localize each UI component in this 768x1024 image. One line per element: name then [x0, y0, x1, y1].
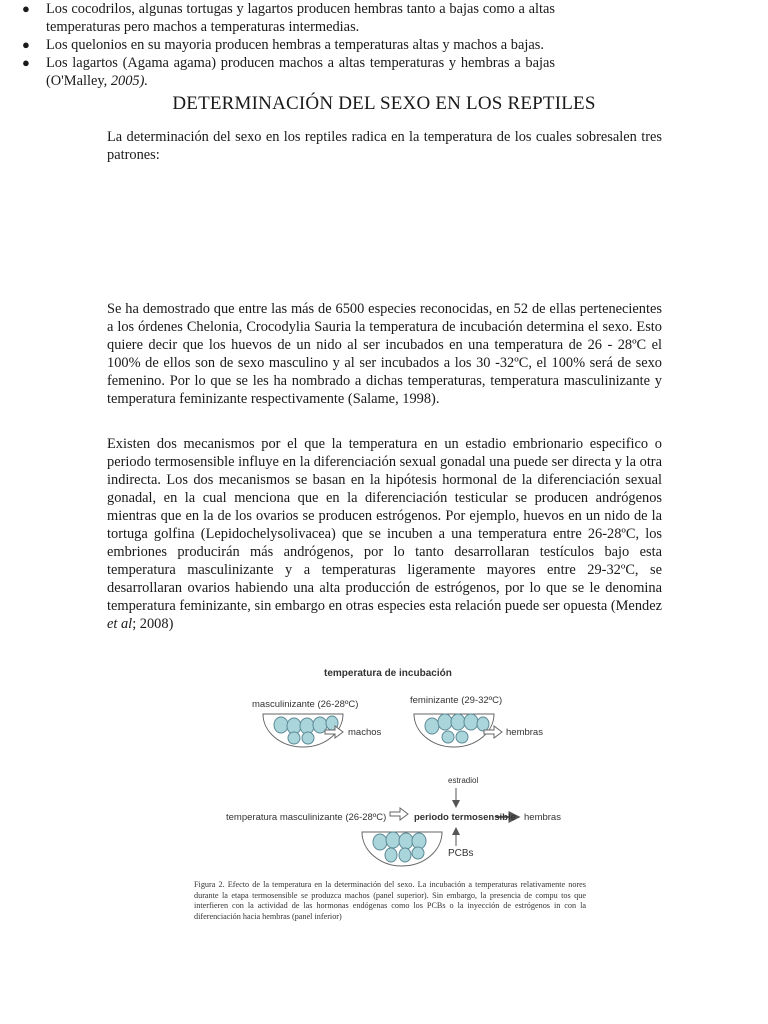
paragraph-3-etal: et al	[107, 616, 133, 632]
page-title: DETERMINACIÓN DEL SEXO EN LOS REPTILES	[172, 93, 596, 114]
list-item	[0, 36, 555, 54]
paragraph-2: Se ha demostrado que entre las más de 6500 especies reconocidas, en 52 de ellas pertenecientes a los órdenes Chelonia, Crocodylia Sauria la temperatura de incubación determina el sexo. Esto quiere decir que los huevos de un nido al ser incubados en una temperatura de 26 - 28ºC el 100% de ellos son de sexo masculino y al ser incubados a los 30 -32ºC, el 100% será de sexo femenino. Por lo que se les ha nombrado a dichas temperaturas, temperatura masculinizante y temperatura feminizante respectivamente (Salame, 1998).	[107, 301, 662, 407]
arrow-icon	[390, 808, 408, 820]
list-item	[0, 54, 555, 90]
egg-bowl-feminizante	[414, 714, 494, 747]
label-temperatura-masculinizante: temperatura masculinizante (26-28ºC)	[226, 812, 387, 823]
paragraph-3-main: Existen dos mecanismos por el que la temperatura en un estadio embrionario especifico o periodo termosensible influye en la diferenciación sexual gonadal una puede ser directa y la otra indirecta. Los dos mecanismos se basan en la hipótesis hormonal de la diferenciación sexual gonadal, en la cual menciona que en la diferenciación testicular se producen andrógenos mientras que en la de los ovarios se producen estrógenos. Por ejemplo, huevos en un nido de la tortuga golfina (Lepidochelysolivacea) que se incuben a una temperatura entre 26-28ºC, los embriones producirán más andrógenos, por lo tanto desarrollaran testículos bajo esta temperatura masculinizante y a temperaturas ligeramente mayores entre 29-32ºC, se desarrollaran ovarios habiendo una alta producción de estrógenos, por lo que se le denomina temperatura feminizante, sin embargo en otras especies esta relación puede ser opuesta (Mendez	[107, 436, 662, 614]
bullet-icon: ●	[22, 37, 30, 52]
bullet-icon: ●	[22, 55, 30, 70]
bullet-list	[0, 0, 555, 90]
figure	[186, 660, 586, 925]
label-feminizante: feminizante (29-32ºC)	[410, 695, 503, 706]
egg-bowl-bottom	[362, 832, 442, 866]
label-periodo-termosensible: periodo termosensible	[414, 812, 516, 823]
bullet-icon: ●	[22, 1, 30, 16]
bullet-year: 2005).	[110, 73, 148, 89]
intro-paragraph: La determinación del sexo en los reptiles radica en la temperatura de los cuales sobresalen tres patrones:	[107, 129, 662, 163]
list-item	[0, 0, 555, 36]
label-estradiol: estradiol	[448, 776, 479, 785]
paragraph-3-end: ; 2008)	[132, 616, 174, 632]
bullet-text: Los lagartos (Agama agama) producen machos a altas temperaturas y hembras a bajas (O'Malley,	[46, 55, 555, 89]
label-hembras: hembras	[506, 727, 543, 738]
label-masculinizante: masculinizante (26-28ºC)	[252, 699, 359, 710]
label-hembras-2: hembras	[524, 812, 561, 823]
bullet-text: Los cocodrilos, algunas tortugas y lagartos producen hembras tanto a bajas como a altas temperaturas pero machos a temperaturas intermedias.	[46, 1, 555, 35]
bullet-text: Los quelonios en su mayoria producen hembras a temperaturas altas y machos a bajas.	[46, 37, 544, 53]
figure-caption: Figura 2. Efecto de la temperatura en la determinación del sexo. La incubación a temperaturas relativamente nores durante la etapa termosensible se produzca machos (panel superior). Sin embargo, la presencia de compu tos que interfieren con la actividad de las hormonas endógenas como los PCBs o la inyección de estrógenos in con la diferenciación hacia hembras (panel inferior)	[194, 880, 586, 921]
label-machos: machos	[348, 727, 382, 738]
label-pcbs: PCBs	[448, 848, 474, 859]
paragraph-3	[107, 435, 662, 633]
figure-title: temperatura de incubación	[324, 668, 452, 679]
